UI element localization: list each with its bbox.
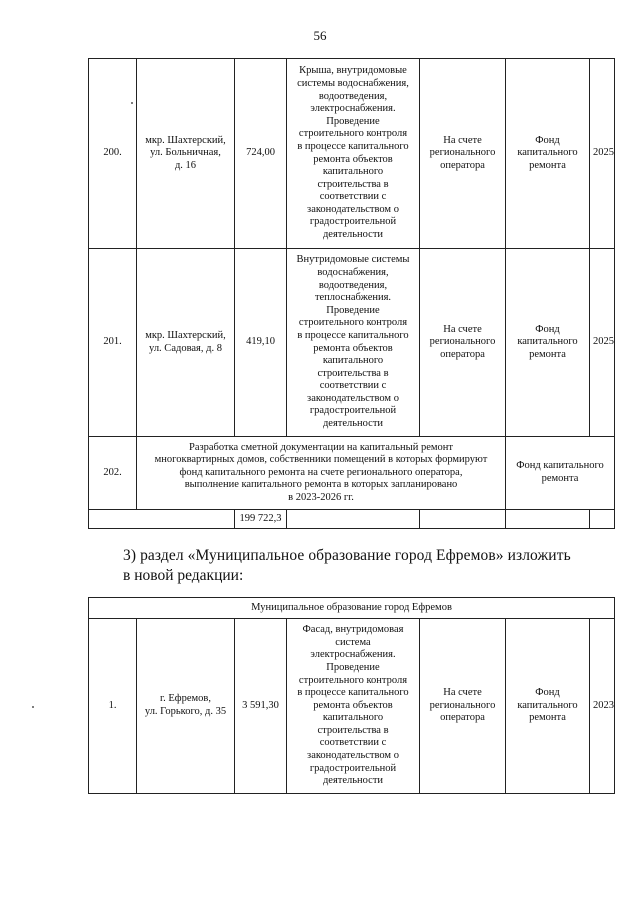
- address-cell: г. Ефремов, ул. Горького, д. 35: [137, 619, 235, 794]
- account-cell: На счете регионального оператора: [420, 249, 506, 437]
- empty-cell: [420, 510, 506, 529]
- table-header-row: [89, 598, 615, 619]
- address-cell: мкр. Шахтерский, ул. Садовая, д. 8: [137, 249, 235, 437]
- empty-cell: [506, 510, 590, 529]
- total-row: [89, 510, 615, 529]
- year-cell: 2023: [590, 619, 615, 794]
- instruction-paragraph-line1: 3) раздел «Муниципальное образование город Ефремов» изложить: [123, 547, 571, 564]
- empty-cell: [590, 510, 615, 529]
- instruction-paragraph-line2: в новой редакции:: [123, 567, 244, 584]
- work-description-cell: Фасад, внутридомовая система электроснабжения. Проведение строительного контроля в процессе капитального ремонта объектов капитального строительства в соответствии с законодательством о градостроительной деятельности: [287, 619, 420, 794]
- row-number: 202.: [89, 437, 137, 510]
- area-cell: 419,10: [235, 249, 287, 437]
- account-cell: На счете регионального оператора: [420, 59, 506, 249]
- row-number: 1.: [89, 619, 137, 794]
- table-row: [89, 249, 615, 437]
- work-description-cell: Разработка сметной документации на капитальный ремонт многоквартирных домов, собственники помещений в которых формируют фонд капитального ремонта на счете регионального оператора, выполнение капитального ремонта в которых запланировано в 2023-2026 гг.: [137, 437, 506, 510]
- fund-cell: Фонд капитального ремонта: [506, 59, 590, 249]
- total-area-cell: 199 722,3: [235, 510, 287, 529]
- row-number: 200.: [89, 59, 137, 249]
- area-cell: 724,00: [235, 59, 287, 249]
- address-cell: мкр. Шахтерский, ул. Больничная, д. 16: [137, 59, 235, 249]
- table-row: [89, 437, 615, 510]
- fund-cell: Фонд капитального ремонта: [506, 249, 590, 437]
- repair-table-continued: [88, 58, 615, 529]
- efremov-table: [88, 597, 615, 794]
- municipality-header: Муниципальное образование город Ефремов: [89, 598, 615, 619]
- fund-cell: Фонд капитального ремонта: [506, 437, 615, 510]
- page-number: 56: [313, 28, 327, 43]
- fund-cell: Фонд капитального ремонта: [506, 619, 590, 794]
- table-row: [89, 619, 615, 794]
- work-description-cell: Крыша, внутридомовые системы водоснабжения, водоотведения, электроснабжения. Проведение строительного контроля в процессе капитального ремонта объектов капитального строительства в соответствии с законодательством о градостроительной деятельности: [287, 59, 420, 249]
- account-cell: На счете регионального оператора: [420, 619, 506, 794]
- empty-cell: [89, 510, 235, 529]
- work-description-cell: Внутридомовые системы водоснабжения, водоотведения, теплоснабжения. Проведение строительного контроля в процессе капитального ремонта объектов капитального строительства в соответствии с законодательством о градостроительной деятельности: [287, 249, 420, 437]
- scan-speck: [131, 102, 133, 104]
- scan-speck: [32, 706, 34, 708]
- area-cell: 3 591,30: [235, 619, 287, 794]
- empty-cell: [287, 510, 420, 529]
- row-number: 201.: [89, 249, 137, 437]
- year-cell: 2025: [590, 59, 615, 249]
- year-cell: 2025: [590, 249, 615, 437]
- table-row: [89, 59, 615, 249]
